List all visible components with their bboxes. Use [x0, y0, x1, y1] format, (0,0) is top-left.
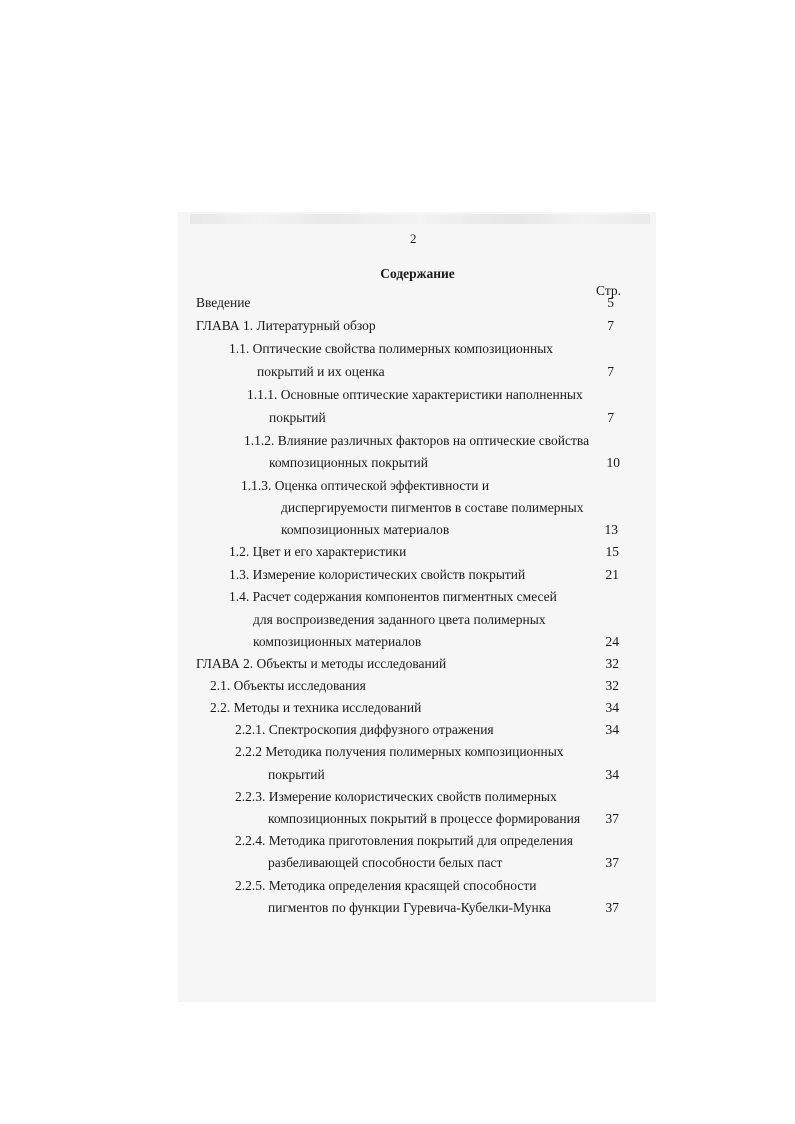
- toc-page: 24: [605, 634, 619, 649]
- page-column-header: Стр.: [596, 283, 622, 298]
- toc-line: пигментов по функции Гуревича-Кубелки-Мунка: [268, 900, 552, 915]
- page-number: 2: [410, 231, 417, 246]
- toc-page: 37: [605, 855, 619, 870]
- toc-page: 37: [605, 900, 619, 915]
- toc-line: для воспроизведения заданного цвета полимерных: [253, 612, 546, 627]
- toc-line: разбеливающей способности белых паст: [268, 855, 503, 870]
- toc-line: 2.2.2 Методика получения полимерных композиционных: [235, 744, 564, 759]
- toc-line: ГЛАВА 1. Литературный обзор: [196, 318, 376, 333]
- scan-edge-artifact: [190, 214, 650, 224]
- toc-page: 34: [605, 700, 619, 715]
- toc-line: покрытий: [269, 410, 326, 425]
- toc-page: 7: [607, 410, 614, 425]
- toc-line: Введение: [196, 295, 251, 310]
- toc-line: покрытий и их оценка: [257, 364, 385, 379]
- toc-line: 1.2. Цвет и его характеристики: [229, 544, 407, 559]
- toc-page: 32: [605, 656, 619, 671]
- toc-line: покрытий: [268, 767, 325, 782]
- toc-line: 1.1. Оптические свойства полимерных композиционных: [229, 341, 554, 356]
- toc-line: композиционных материалов: [253, 634, 422, 649]
- toc-line: 2.1. Объекты исследования: [210, 678, 366, 693]
- toc-line: 1.1.2. Влияние различных факторов на оптические свойства: [244, 433, 590, 448]
- toc-page: 32: [605, 678, 619, 693]
- toc-line: композиционных покрытий в процессе формирования: [268, 811, 581, 826]
- toc-line: композиционных покрытий: [269, 455, 428, 470]
- toc-line: 2.2.4. Методика приготовления покрытий для определения: [235, 833, 573, 848]
- toc-line: 2.2. Методы и техника исследований: [210, 700, 422, 715]
- toc-line: 2.2.3. Измерение колористических свойств полимерных: [235, 789, 557, 804]
- toc-page: 37: [605, 811, 619, 826]
- toc-page: 34: [605, 722, 619, 737]
- toc-line: 1.4. Расчет содержания компонентов пигментных смесей: [229, 589, 557, 604]
- toc-page: 7: [607, 318, 614, 333]
- toc-page: 13: [604, 522, 618, 537]
- toc-page: 21: [605, 567, 619, 582]
- toc-title: Содержание: [380, 266, 455, 281]
- toc-line: 2.2.5. Методика определения красящей способности: [235, 878, 537, 893]
- toc-page: 10: [606, 455, 620, 470]
- toc-page: 7: [607, 364, 614, 379]
- toc-line: 1.1.3. Оценка оптической эффективности и: [241, 478, 490, 493]
- toc-line: 1.1.1. Основные оптические характеристики наполненных: [247, 387, 583, 402]
- toc-line: 1.3. Измерение колористических свойств покрытий: [229, 567, 526, 582]
- toc-line: диспергируемости пигментов в составе полимерных: [281, 500, 584, 515]
- toc-line: ГЛАВА 2. Объекты и методы исследований: [196, 656, 447, 671]
- toc-page: 34: [605, 767, 619, 782]
- toc-page: 5: [607, 295, 614, 310]
- toc-line: композиционных материалов: [281, 522, 450, 537]
- toc-line: 2.2.1. Спектроскопия диффузного отражения: [235, 722, 494, 737]
- toc-page: 15: [605, 544, 619, 559]
